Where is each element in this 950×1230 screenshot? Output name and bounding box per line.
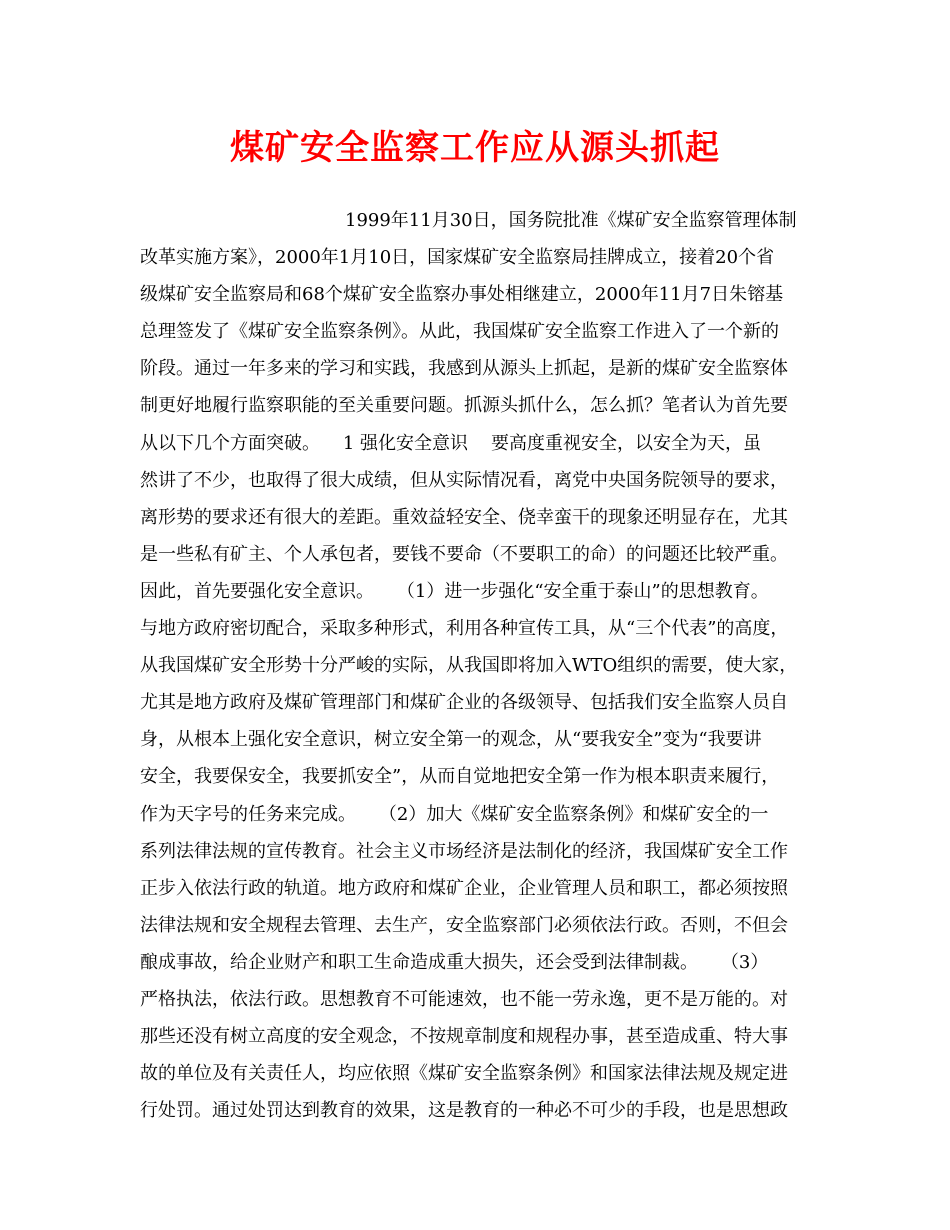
body-line: 离形势的要求还有很大的差距。重效益轻安全、侥幸蛮干的现象还明显存在，尤其: [140, 506, 788, 528]
body-line: 系列法律法规的宣传教育。社会主义市场经济是法制化的经济，我国煤矿安全工作: [140, 840, 788, 862]
body-line: 故的单位及有关责任人，均应依照《煤矿安全监察条例》和国家法律法规及规定进: [140, 1063, 788, 1085]
document-body: [140, 202, 840, 1129]
body-line: 总理签发了《煤矿安全监察条例》。从此，我国煤矿安全监察工作进入了一个新的: [140, 321, 779, 343]
body-line: 从我国煤矿安全形势十分严峻的实际，从我国即将加入WTO组织的需要，使大家，: [140, 655, 798, 677]
body-line: 法律法规和安全规程去管理、去生产，安全监察部门必须依法行政。否则，不但会: [140, 914, 788, 936]
body-line: 严格执法，依法行政。思想教育不可能速效，也不能一劳永逸，更不是万能的。对: [140, 988, 788, 1010]
body-line: 安全，我要保安全，我要抓安全”，从而自觉地把安全第一作为根本职责来履行，: [140, 766, 780, 788]
document-title: 煤矿安全监察工作应从源头抓起: [230, 128, 720, 168]
body-line: 从以下几个方面突破。 1 强化安全意识 要高度重视安全，以安全为天，虽: [140, 432, 761, 454]
body-line: 行处罚。通过处罚达到教育的效果，这是教育的一种必不可少的手段，也是思想政: [140, 1100, 788, 1122]
body-line: 是一些私有矿主、个人承包者，要钱不要命（不要职工的命）的问题还比较严重。: [140, 543, 788, 565]
body-line: 制更好地履行监察职能的至关重要问题。抓源头抓什么，怎么抓？笔者认为首先要: [140, 395, 788, 417]
body-line: 1999年11月30日，国务院批准《煤矿安全监察管理体制: [345, 210, 797, 231]
body-line: 尤其是地方政府及煤矿管理部门和煤矿企业的各级领导、包括我们安全监察人员自: [140, 692, 788, 714]
body-line: 因此，首先要强化安全意识。 （1）进一步强化“安全重于泰山”的思想教育。: [140, 580, 769, 602]
body-line: 酿成事故，给企业财产和职工生命造成重大损失，还会受到法律制裁。 （3）: [140, 951, 769, 973]
body-line: 身，从根本上强化安全意识，树立安全第一的观念，从“要我安全”变为“我要讲: [140, 729, 762, 751]
body-line: 阶段。通过一年多来的学习和实践，我感到从源头上抓起，是新的煤矿安全监察体: [140, 358, 788, 380]
body-line: 作为天字号的任务来完成。 （2）加大《煤矿安全监察条例》和煤矿安全的一: [140, 803, 769, 825]
body-line: 级煤矿安全监察局和68个煤矿安全监察办事处相继建立，2000年11月7日朱镕基: [140, 284, 784, 306]
body-line: 正步入依法行政的轨道。地方政府和煤矿企业，企业管理人员和职工，都必须按照: [140, 877, 788, 899]
body-line: 改革实施方案》，2000年1月10日，国家煤矿安全监察局挂牌成立，接着20个省: [140, 247, 775, 269]
body-line: 那些还没有树立高度的安全观念，不按规章制度和规程办事，甚至造成重、特大事: [140, 1026, 788, 1048]
body-line: 然讲了不少，也取得了很大成绩，但从实际情况看，离党中央国务院领导的要求，: [140, 469, 788, 491]
body-line: 与地方政府密切配合，采取多种形式，利用各种宣传工具，从“三个代表”的高度，: [140, 618, 789, 640]
